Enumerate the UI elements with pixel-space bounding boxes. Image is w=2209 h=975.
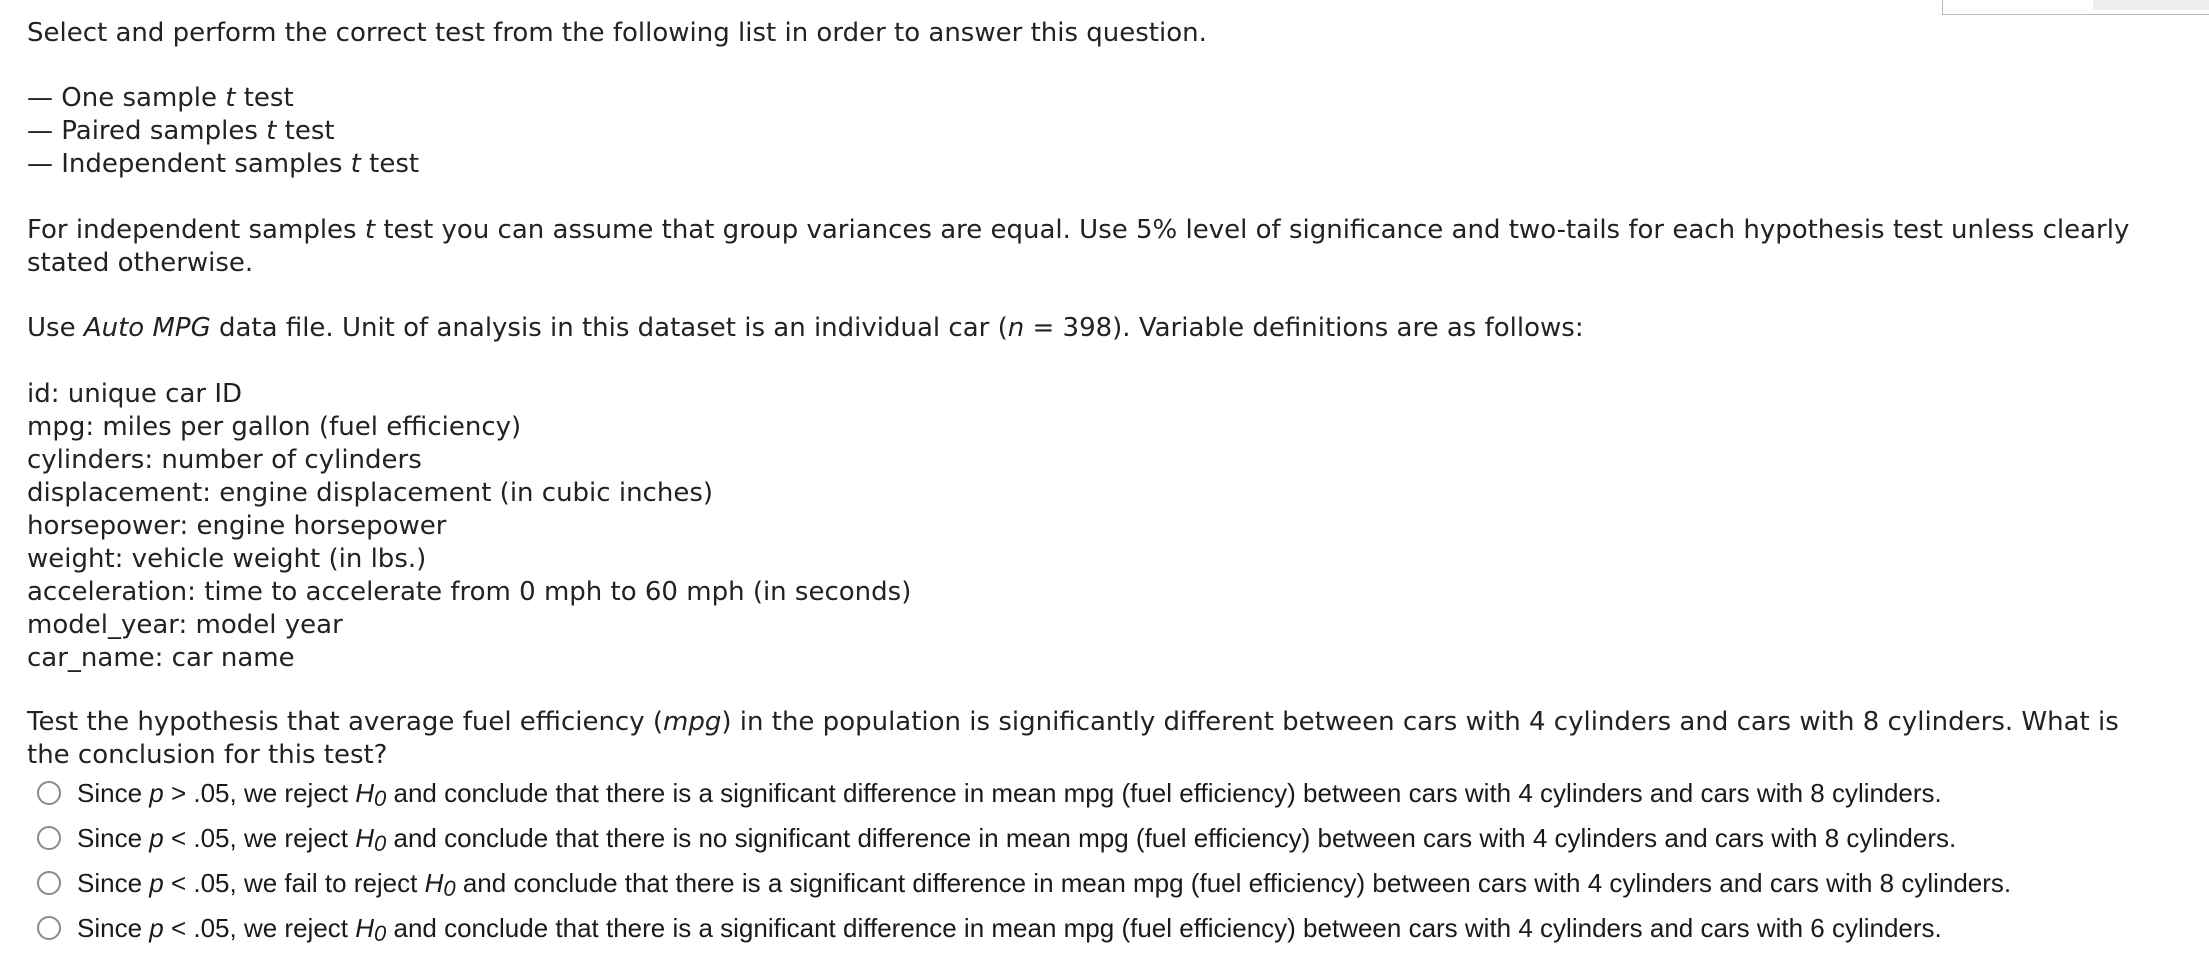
variable-def-weight: weight: vehicle weight (in lbs.)	[27, 544, 427, 574]
radio-button[interactable]	[37, 826, 61, 850]
answer-option-label: Since p < .05, we reject H0 and conclude that there is no significant difference in mean mpg (fuel efficiency) between cars with 4 cylinders and cars with 8 cylinders.	[77, 822, 1957, 856]
answer-option-label: Since p > .05, we reject H0 and conclude that there is a significant difference in mean mpg (fuel efficiency) between cars with 4 cylinders and cars with 8 cylinders.	[77, 777, 1942, 811]
answer-option-2[interactable]	[37, 818, 1956, 858]
answer-option-4[interactable]	[37, 908, 1942, 948]
variable-def-mpg: mpg: miles per gallon (fuel efficiency)	[27, 412, 522, 442]
test-item-independent-samples: — Independent samples t test	[27, 149, 420, 179]
top-right-panel-edge	[1942, 0, 2209, 15]
variable-def-car-name: car_name: car name	[27, 643, 295, 673]
variable-def-model-year: model_year: model year	[27, 610, 343, 640]
variable-def-cylinders: cylinders: number of cylinders	[27, 445, 422, 475]
radio-button[interactable]	[37, 871, 61, 895]
test-item-paired-samples: — Paired samples t test	[27, 116, 335, 146]
intro-text: Select and perform the correct test from the following list in order to answer this question.	[27, 18, 1207, 48]
answer-option-label: Since p < .05, we reject H0 and conclude that there is a significant difference in mean mpg (fuel efficiency) between cars with 4 cylinders and cars with 6 cylinders.	[77, 912, 1942, 946]
variable-def-id: id: unique car ID	[27, 379, 243, 409]
answer-option-label: Since p < .05, we fail to reject H0 and conclude that there is a significant difference in mean mpg (fuel efficiency) between cars with 4 cylinders and cars with 8 cylinders.	[77, 867, 2012, 901]
variable-def-acceleration: acceleration: time to accelerate from 0 mph to 60 mph (in seconds)	[27, 577, 912, 607]
variable-def-horsepower: horsepower: engine horsepower	[27, 511, 447, 541]
dataset-text: Use Auto MPG data file. Unit of analysis in this dataset is an individual car (n = 398). Variable definitions are as follows:	[27, 313, 1584, 343]
assumption-text: For independent samples t test you can assume that group variances are equal. Use 5% level of significance and two-tails for each hypothesis test unless clearly stated otherwise.	[27, 215, 2130, 278]
question-text: Test the hypothesis that average fuel efficiency (mpg) in the population is significantly different between cars with 4 cylinders and cars with 8 cylinders. What is the conclusion for this test?	[27, 707, 2119, 770]
test-item-one-sample: — One sample t test	[27, 83, 294, 113]
answer-option-3[interactable]	[37, 863, 2011, 903]
answer-option-1[interactable]	[37, 773, 1942, 813]
variable-def-displacement: displacement: engine displacement (in cubic inches)	[27, 478, 714, 508]
radio-button[interactable]	[37, 781, 61, 805]
radio-button[interactable]	[37, 916, 61, 940]
